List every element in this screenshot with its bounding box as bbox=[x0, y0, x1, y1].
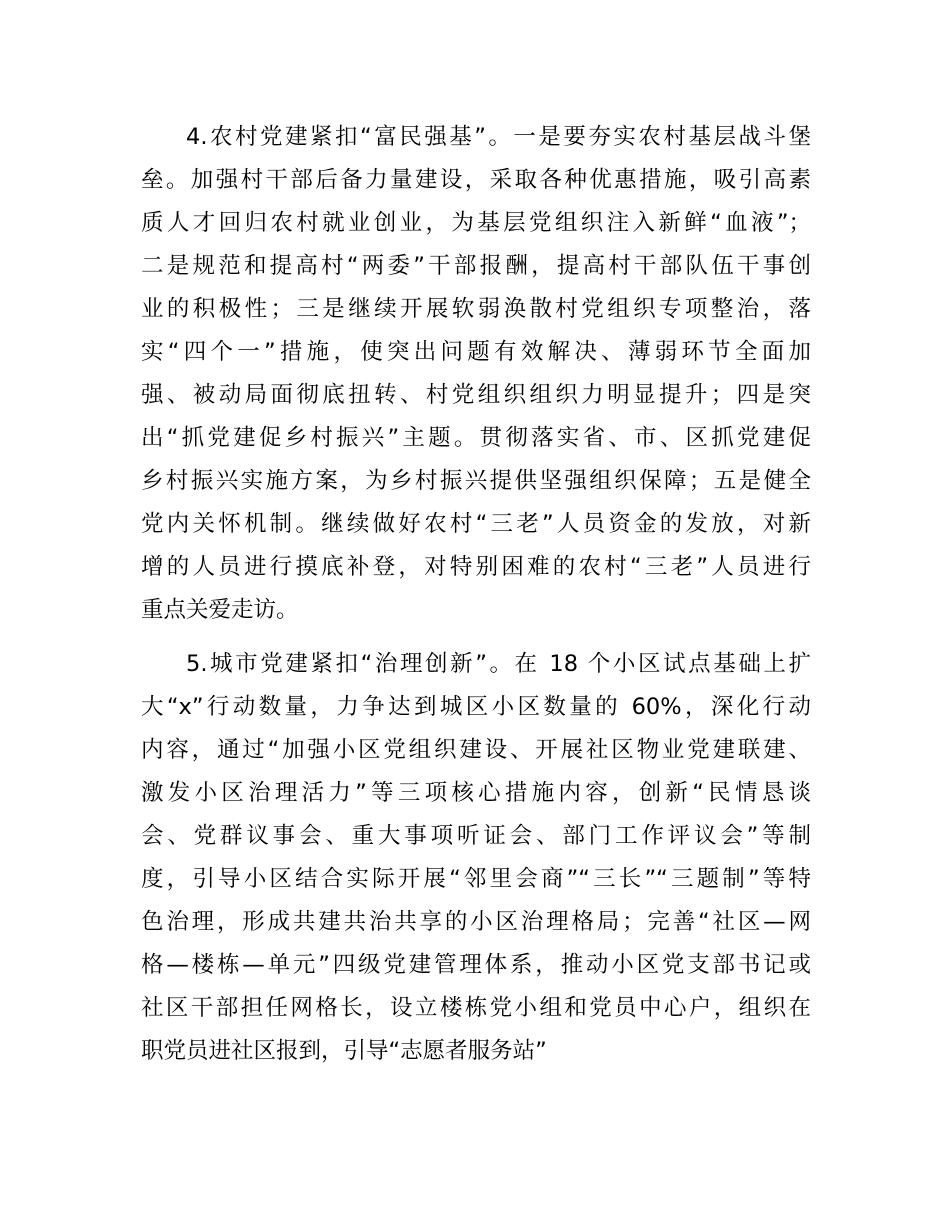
text-line: 格—楼栋—单元”四级党建管理体系，推动小区党支部书记或 bbox=[141, 952, 811, 978]
text-line: 增的人员进行摸底补登，对特别困难的农村“三老”人员进行 bbox=[141, 554, 811, 580]
text-line: 党内关怀机制。继续做好农村“三老”人员资金的发放，对新 bbox=[141, 511, 811, 537]
text-line-last: 重点关爱走访。 bbox=[141, 597, 299, 623]
text-line-last: 职党员进社区报到，引导“志愿者服务站” bbox=[141, 1038, 547, 1064]
text-line: 社区干部担任网格长，设立楼栋党小组和党员中心户，组织在 bbox=[141, 995, 811, 1021]
text-line: 业的积极性；三是继续开展软弱涣散村党组织专项整治，落 bbox=[141, 296, 811, 322]
text-line: 色治理，形成共建共治共享的小区治理格局；完善“社区—网 bbox=[141, 909, 811, 935]
text-line: 5.城市党建紧扣“治理创新”。在 18 个小区试点基础上扩 bbox=[186, 651, 811, 677]
text-line: 4.农村党建紧扣“富民强基”。一是要夯实农村基层战斗堡 bbox=[186, 124, 811, 150]
text-line: 二是规范和提高村“两委”干部报酬，提高村干部队伍干事创 bbox=[141, 253, 811, 279]
document-body bbox=[141, 116, 811, 1084]
text-line: 实“四个一”措施，使突出问题有效解决、薄弱环节全面加 bbox=[141, 339, 811, 365]
text-line: 乡村振兴实施方案，为乡村振兴提供坚强组织保障；五是健全 bbox=[141, 468, 811, 494]
text-line: 垒。加强村干部后备力量建设，采取各种优惠措施，吸引高素 bbox=[141, 167, 811, 193]
paragraph-rural-party-building bbox=[141, 116, 811, 632]
text-line: 内容，通过“加强小区党组织建设、开展社区物业党建联建、 bbox=[141, 737, 811, 763]
text-line: 度，引导小区结合实际开展“邻里会商”“三长”“三题制”等特 bbox=[141, 866, 811, 892]
text-line: 强、被动局面彻底扭转、村党组织组织力明显提升；四是突 bbox=[141, 382, 811, 408]
text-line: 出“抓党建促乡村振兴”主题。贯彻落实省、市、区抓党建促 bbox=[141, 425, 811, 451]
text-line: 会、党群议事会、重大事项听证会、部门工作评议会”等制 bbox=[141, 823, 811, 849]
text-line: 激发小区治理活力”等三项核心措施内容，创新“民情恳谈 bbox=[141, 780, 811, 806]
paragraph-urban-party-building bbox=[141, 643, 811, 1073]
text-line: 质人才回归农村就业创业，为基层党组织注入新鲜“血液”； bbox=[141, 210, 811, 236]
text-line: 大“x”行动数量，力争达到城区小区数量的 60%，深化行动 bbox=[141, 694, 811, 720]
